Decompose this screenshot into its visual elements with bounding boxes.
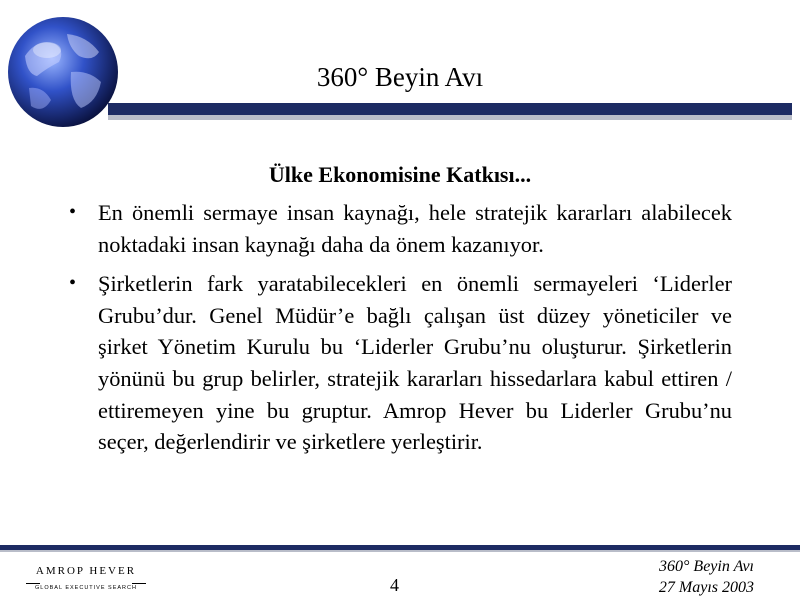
bullet-item (60, 268, 732, 458)
footer-date: 27 Mayıs 2003 (658, 579, 754, 596)
slide-title: 360° Beyin Avı (316, 62, 484, 92)
footer-info (659, 556, 754, 598)
bullet-icon: • (69, 201, 77, 223)
bullet-text: En önemli sermaye insan kaynağı, hele stratejik kararları alabilecek noktadaki insan kaynağı daha da önem kazanıyor. (98, 200, 732, 257)
section-heading: Ülke Ekonomisine Katkısı... (268, 162, 532, 187)
page-number: 4 (390, 575, 399, 595)
logo-rule-right (132, 583, 146, 584)
company-logo (24, 565, 148, 595)
footer-title: 360° Beyin Avı (659, 558, 754, 575)
header-divider-shadow (108, 115, 792, 120)
bullet-icon: • (69, 272, 77, 295)
logo-name: AMROP HEVER (35, 565, 137, 577)
footer-divider-shadow (0, 550, 800, 552)
logo-tagline: GLOBAL EXECUTIVE SEARCH (35, 585, 137, 591)
header-divider (108, 103, 792, 115)
bullet-list (60, 197, 732, 466)
logo-rule-left (26, 583, 40, 584)
bullet-text: Şirketlerin fark yaratabilecekleri en önemli sermayeleri ‘Liderler Grubu’dur. Genel Müdür’e bağlı çalışan üst düzey yöneticiler ve şirket Yönetim Kurulu bu ‘Liderler Grubu’nu oluşturur. Şirketlerin yönünü bu grup belirler, stratejik kararları hissedarlara kabul ettiren / ettiremeyen yine bu gruptur. Amrop Hever bu Liderler Grubu’nu seçer, değerlendirir ve şirketlere yerleştirir. (98, 271, 732, 455)
bullet-item (60, 197, 732, 260)
